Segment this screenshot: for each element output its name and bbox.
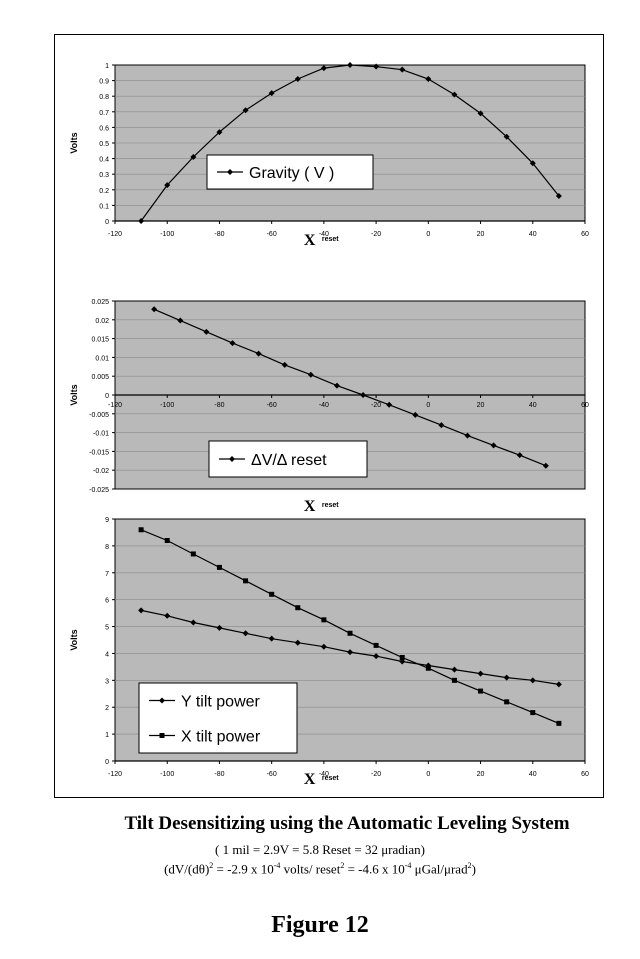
y-tick-label: 6 [105,597,109,605]
x-axis-label: X [303,232,316,249]
y-tick-label: 4 [105,651,109,659]
legend-marker [160,733,165,738]
y-tick-label: 0.5 [99,141,109,148]
x-tick-label: -100 [160,771,175,778]
data-point [478,689,483,694]
y-tick-label: 0.01 [95,355,109,363]
figure-number: Figure 12 [271,912,369,938]
x-tick-label: -40 [318,402,329,409]
y-tick-label: 7 [105,570,109,578]
y-tick-label: -0.02 [93,468,109,476]
x-tick-label: -40 [318,231,329,238]
data-point [452,678,457,683]
legend-label: ΔV/Δ reset [251,452,327,469]
figure-caption-title: Tilt Desensitizing using the Automatic Leveling System [124,813,570,834]
y-tick-label: 0.2 [99,187,109,195]
legend-label: Y tilt power [181,693,260,711]
x-tick-label: -80 [214,402,225,409]
y-tick-label: 0.4 [99,156,109,164]
x-tick-label: -60 [266,402,277,409]
data-point [374,643,379,648]
x-tick-label: 60 [581,771,589,778]
y-tick-label: 0.8 [99,94,109,102]
y-tick-label: 0.6 [99,125,109,133]
x-tick-label: -80 [214,771,225,778]
x-axis-sublabel: reset [321,502,339,509]
x-tick-label: 40 [528,231,537,238]
delta-v-chart [55,251,605,515]
data-point [139,527,144,532]
x-tick-label: -120 [107,771,123,778]
y-tick-label: 0.9 [99,78,109,86]
caption-line-2: ($dV/(d\theta)^2 = -2.9$ x $10^{-4}$ volts/ reset$^2$ = -4.6 x $10^{-4}$ μGal/μrad$^2$) [164,861,476,877]
x-tick-label: -80 [214,231,225,238]
y-tick-label: 2 [105,705,109,713]
data-point [269,592,274,597]
y-axis-label: Volts [69,384,79,406]
x-tick-label: 40 [528,771,537,778]
x-tick-label: 0 [426,402,431,409]
data-point [530,710,535,715]
x-tick-label: -120 [107,231,123,238]
y-axis-label: Volts [69,629,79,651]
x-tick-label: -60 [266,771,277,778]
y-tick-label: 0 [105,393,109,400]
data-point [217,565,222,570]
y-tick-label: 5 [105,624,109,632]
x-tick-label: 60 [581,402,589,409]
data-point [165,538,170,543]
x-tick-label: -20 [371,231,382,238]
x-tick-label: 20 [476,402,485,409]
x-tick-label: 20 [476,771,485,778]
legend-label: Gravity ( V ) [249,165,335,182]
x-tick-label: -40 [318,771,329,778]
x-axis-sublabel: reset [321,236,339,243]
data-point [556,721,561,726]
data-point [243,578,248,583]
y-tick-label: 0.1 [99,203,109,211]
x-tick-label: -100 [160,402,175,409]
x-axis-sublabel: reset [321,775,339,782]
y-tick-label: -0.005 [89,411,109,419]
y-axis-label: Volts [69,132,79,154]
y-tick-label: 0.3 [99,172,109,180]
y-tick-label: 0 [105,759,109,766]
x-tick-label: -20 [371,771,382,778]
y-tick-label: 3 [105,678,109,686]
figure-frame [54,34,604,798]
x-tick-label: -20 [371,402,382,409]
y-tick-label: -0.025 [89,487,109,494]
y-tick-label: -0.01 [93,430,109,438]
data-point [191,551,196,556]
legend-label: X tilt power [181,728,261,746]
data-point [504,699,509,704]
data-point [321,617,326,622]
data-point [295,605,300,610]
data-point [426,666,431,671]
y-tick-label: 1 [105,63,109,70]
x-tick-label: -60 [266,231,277,238]
y-tick-label: -0.015 [89,449,109,457]
x-axis-label: X [303,498,316,515]
gravity-chart [55,35,605,251]
x-tick-label: 40 [528,402,537,409]
y-tick-label: 9 [105,517,109,524]
y-tick-label: 8 [105,543,109,551]
x-tick-label: -120 [107,402,123,409]
tilt-power-chart [55,503,605,797]
data-point [348,631,353,636]
x-tick-label: 0 [426,771,431,778]
x-axis-label: X [303,771,316,788]
y-tick-label: 0 [105,219,109,226]
x-tick-label: -100 [160,231,175,238]
y-tick-label: 0.025 [91,299,109,306]
y-tick-label: 1 [105,732,109,740]
x-tick-label: 60 [581,231,589,238]
x-tick-label: 20 [476,231,485,238]
y-tick-label: 0.02 [95,317,109,325]
caption-line-1: ( 1 mil = 2.9V = 5.8 Reset = 32 μradian) [215,842,425,857]
y-tick-label: 0.7 [99,109,109,117]
y-tick-label: 0.015 [91,336,109,344]
y-tick-label: 0.005 [91,374,109,382]
x-tick-label: 0 [426,231,431,238]
data-point [400,655,405,660]
